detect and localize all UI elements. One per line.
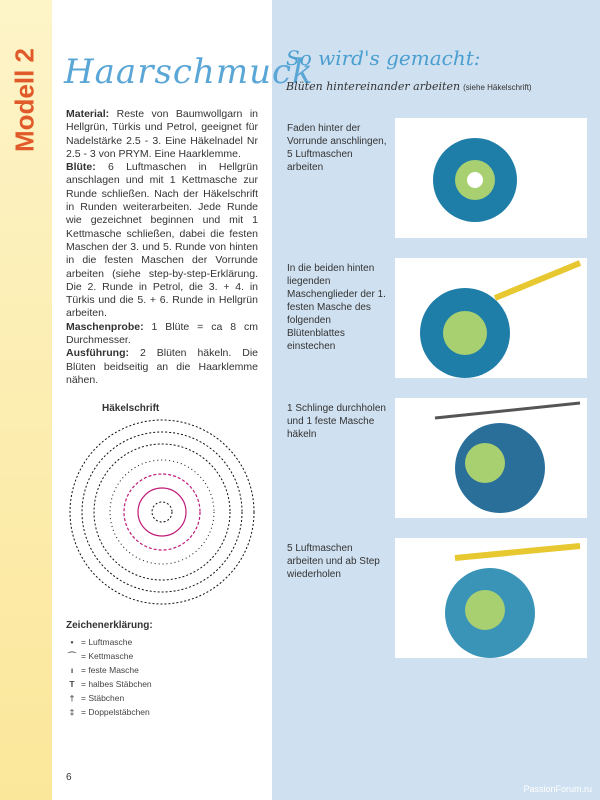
step-4-photo	[395, 538, 587, 658]
crochet-chart	[60, 415, 265, 610]
legend-row: ı = feste Masche	[70, 665, 139, 675]
step-2-text: In die beiden hinten liegenden Maschenglieder der 1. festen Masche des folgenden Blütenblattes einstechen	[287, 263, 386, 352]
chart-title: Häkelschrift	[102, 403, 160, 414]
step-3-photo	[395, 398, 587, 518]
model-label: Modell 2	[9, 47, 40, 153]
bluete-text: 6 Luftmaschen in Hellgrün anschlagen und mit 1 Kettmasche zur Runde schließen. Nach der Häkelschrift in Runden weiterarbeiten. Jede Runde wie gezeichnet beginnen und mit 1 Kettmasche schließen, dabei die festen Maschen der 3. und 5. Runde von hinten in die festen Maschen der Vorrunde arbeiten (siehe step-by-step-Erklärung. Die 2. Runde in Petrol, die 3. + 4. in Türkis und die 5. + 6. Runde in Hellgrün arbeiten.	[66, 161, 258, 320]
legend-row: ‡ = Doppelstäbchen	[69, 707, 150, 717]
material-text: Reste von Baumwollgarn in Hellgrün, Türkis und Petrol, geeignet für Nadelstärke 2.5 - 3. Eine Häkelnadel Nr 2.5 - 3 von PRYM. Eine Haarklemme.	[66, 108, 258, 160]
legend-row: † = Stäbchen	[69, 693, 125, 703]
legend	[66, 635, 152, 719]
material-label: Material:	[66, 108, 110, 120]
legend-row: • = Luftmasche	[70, 637, 133, 647]
maschenprobe-label: Maschenprobe:	[66, 320, 144, 333]
instructions-title: So wird's gemacht:	[286, 46, 481, 70]
step-2-photo	[395, 258, 587, 378]
step-1-photo	[395, 118, 587, 238]
ausfuehrung-label: Ausführung:	[66, 347, 129, 360]
chart-inner-rounds	[124, 474, 200, 550]
legend-title: Zeichenerklärung:	[66, 620, 153, 631]
page-title: Haarschmuck	[64, 52, 314, 92]
ausfuehrung-text: 2 Blüten häkeln. Die Blüten beidseitig an die Haarklemme nähen.	[66, 347, 259, 386]
maschenprobe-text: 1 Blüte = ca 8 cm Durchmesser.	[66, 320, 259, 347]
instructions-subtitle: Blüten hintereinander arbeiten (siehe Häkelschrift)	[286, 80, 532, 93]
bluete-label: Blüte:	[66, 161, 96, 174]
legend-row: ⌒ = Kettmasche	[67, 651, 134, 661]
watermark: PassionForum.ru	[523, 784, 592, 794]
legend-row: T = halbes Stäbchen	[69, 679, 152, 689]
chart-middle	[110, 460, 214, 564]
step-3-text: 1 Schlinge durchholen und 1 feste Masche häkeln	[287, 403, 386, 440]
step-1-text: Faden hinter der Vorrunde anschlingen, 5 Luftmaschen arbeiten	[287, 123, 387, 173]
chart-outer-petals	[70, 420, 254, 604]
page-number: 6	[66, 772, 72, 783]
step-4-text: 5 Luftmaschen arbeiten und ab Step wiederholen	[287, 543, 380, 580]
pattern-text	[66, 108, 258, 387]
